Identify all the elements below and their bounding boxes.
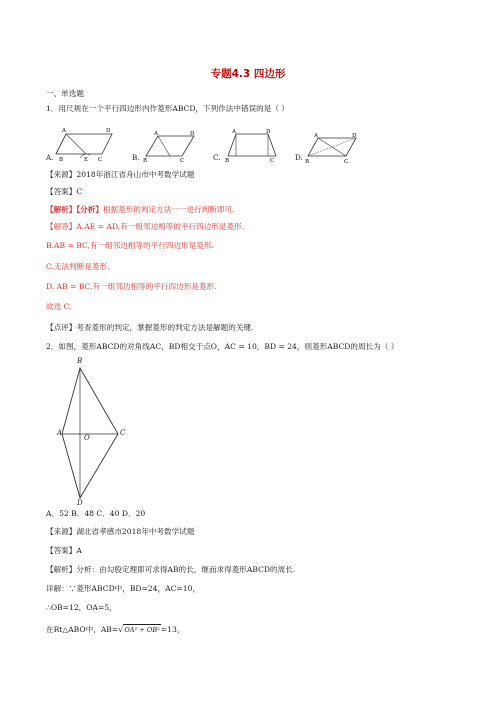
q1-detail-d: D. AB = BC,有一组邻边相等的平行四边形是菱形. [46, 282, 217, 291]
question-2-stem: 2．如图，菱形ABCD的对角线AC，BD相交于点O，AC = 10，BD = 24，则菱形ABCD的周长为（ ） [46, 342, 399, 351]
q1-analysis-tag: 【解析】【分析】 [46, 205, 103, 214]
svg-text:C: C [180, 158, 185, 164]
svg-text:C: C [344, 159, 349, 164]
q1-option-a-label: A. [46, 153, 54, 162]
svg-text:B: B [59, 157, 64, 163]
q1-figure-a [46, 122, 116, 164]
svg-text:A: A [314, 133, 318, 139]
q1-detail-tag: 【解答】 [46, 222, 77, 231]
q1-figure-d [304, 130, 360, 164]
q2-label-d: D [77, 499, 83, 507]
section-heading: 一、单选题 [46, 89, 84, 98]
q2-analysis: 【解析】分析：由勾股定理即可求得AB的长，继而求得菱形ABCD的周长. [46, 565, 296, 574]
svg-text:D: D [352, 133, 357, 139]
svg-text:E: E [84, 157, 89, 163]
q2-detail-3-post: =13， [160, 625, 185, 634]
svg-text:D: D [190, 131, 195, 137]
q1-figure-b [140, 128, 198, 164]
question-1-stem: 1．用尺规在一个平行四边形内作菱形ABCD，下列作法中错误的是（ ） [46, 104, 289, 113]
q1-conclusion: 故选 C. [46, 302, 72, 311]
svg-text:C: C [98, 157, 103, 163]
q1-detail-a-text: A.AE = AD,有一组邻边相等的平行四边形是菱形. [76, 222, 245, 231]
rhombus-shape [56, 358, 140, 506]
q2-detail-2: ∴OB=12，OA=5， [46, 603, 117, 612]
q1-detail-b: B.AB = BC,有一组邻边相等的平行四边形是菱形. [46, 241, 214, 250]
svg-text:A: A [62, 128, 66, 134]
svg-text:B: B [225, 158, 230, 164]
q1-option-d-label: D. [295, 153, 303, 162]
q1-analysis [46, 205, 234, 215]
q2-label-b: B [77, 357, 83, 365]
svg-text:D: D [266, 129, 271, 135]
q2-detail-1: 详解：∵菱形ABCD中，BD=24，AC=10， [46, 584, 201, 593]
q2-sqrt-radicand: OA² + OB² [124, 626, 160, 634]
q1-source: 【来源】2018年浙江省舟山市中考数学试题 [46, 170, 195, 179]
q1-option-c-label: C. [213, 153, 221, 162]
svg-text:D: D [106, 128, 111, 134]
svg-text:A: A [154, 131, 158, 137]
q1-option-b-label: B. [132, 153, 140, 162]
q2-label-c: C [120, 429, 126, 437]
q1-detail-a [46, 222, 244, 232]
q2-label-a: A [57, 429, 63, 437]
q2-source: 【来源】湖北省孝感市2018年中考数学试题 [46, 527, 195, 536]
svg-text:C: C [270, 158, 275, 164]
q2-detail-3: 在Rt△ABO中，AB=√OA² + OB²=13， [46, 625, 185, 634]
q1-comment: 【点评】考查菱形的判定，掌握菱形的判定方法是解题的关键. [46, 323, 254, 332]
q2-choices: A．52 B．48 C．40 D．20 [46, 509, 146, 518]
q1-figure-c [222, 126, 280, 164]
page-title: 专题4.3 四边形 [210, 68, 286, 80]
svg-text:B: B [305, 159, 310, 164]
q1-analysis-text: 根据菱形的判定方法一一进行判断即可. [102, 205, 235, 214]
q2-label-o: O [84, 434, 90, 442]
svg-text:B: B [143, 158, 148, 164]
q2-answer: 【答案】A [46, 546, 82, 555]
svg-text:A: A [232, 129, 236, 135]
q1-detail-c: C.无法判断是菱形. [46, 262, 110, 271]
q2-detail-3-pre: 在Rt△ABO中，AB= [46, 625, 119, 634]
q1-answer: 【答案】C [46, 187, 83, 196]
